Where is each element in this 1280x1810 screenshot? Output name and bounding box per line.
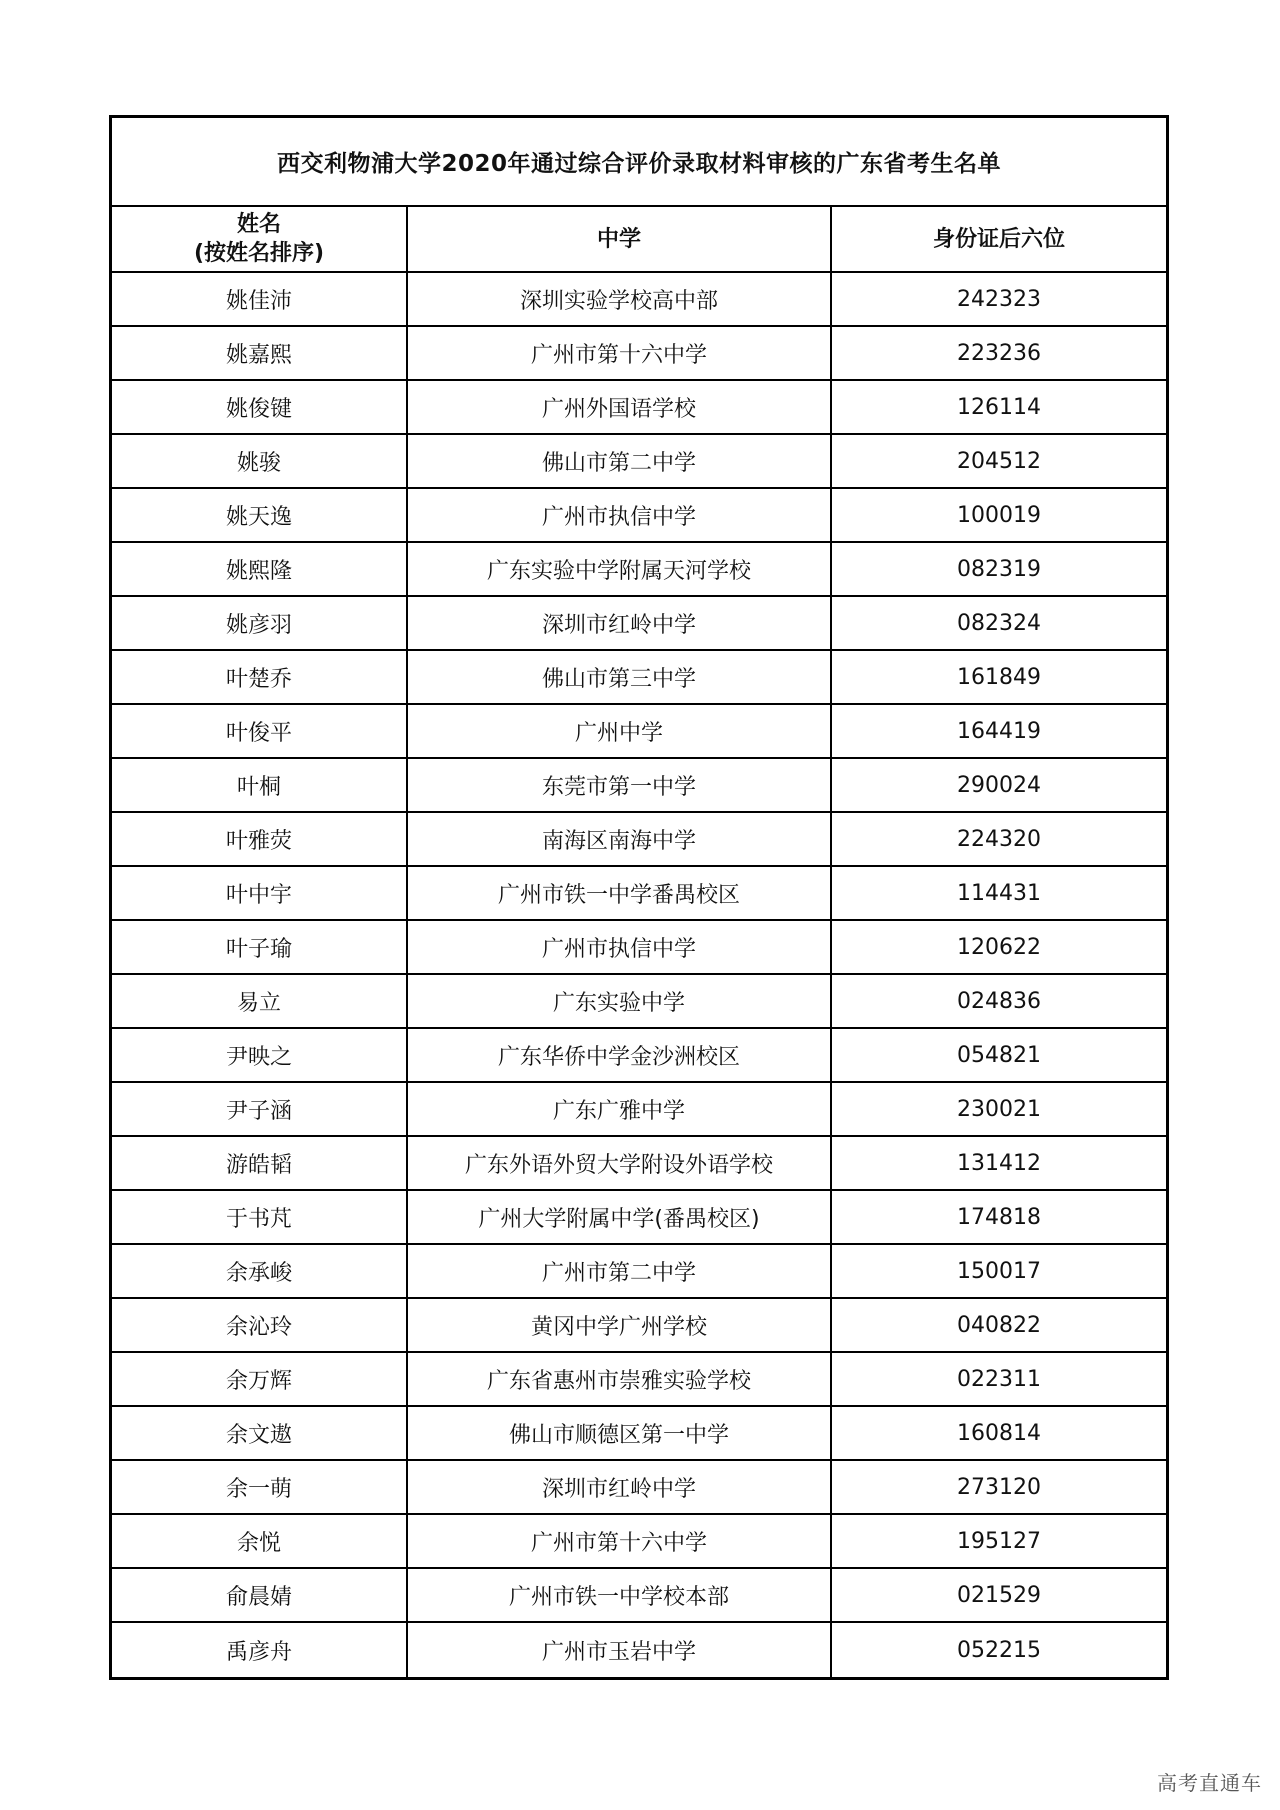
cell-id-last6: 164419 xyxy=(957,718,1041,744)
cell-id-last6: 131412 xyxy=(957,1150,1041,1176)
table-row xyxy=(112,1353,1166,1407)
table-row xyxy=(112,1245,1166,1299)
cell-school: 广东华侨中学金沙洲校区 xyxy=(408,1029,832,1081)
cell-school: 广州市执信中学 xyxy=(408,921,832,973)
cell-school: 广州市铁一中学校本部 xyxy=(408,1569,832,1621)
table-body xyxy=(112,273,1166,1677)
cell-name: 姚佳沛 xyxy=(112,273,408,325)
cell-school: 深圳实验学校高中部 xyxy=(408,273,832,325)
cell-name: 余一萌 xyxy=(112,1461,408,1513)
cell-name: 叶俊平 xyxy=(112,705,408,757)
cell-id-last6: 150017 xyxy=(957,1258,1041,1284)
table-row xyxy=(112,651,1166,705)
cell-school: 广东外语外贸大学附设外语学校 xyxy=(408,1137,832,1189)
cell-name: 叶桐 xyxy=(112,759,408,811)
cell-id-last6: 204512 xyxy=(957,448,1041,474)
table-row xyxy=(112,489,1166,543)
cell-id-last6: 082324 xyxy=(957,610,1041,636)
table-row xyxy=(112,1191,1166,1245)
cell-name: 于书芃 xyxy=(112,1191,408,1243)
cell-id-last6: 195127 xyxy=(957,1528,1041,1554)
header-name-sort-note: (按姓名排序) xyxy=(193,241,325,266)
cell-name: 叶楚乔 xyxy=(112,651,408,703)
cell-school: 佛山市第二中学 xyxy=(408,435,832,487)
cell-id-last6: 223236 xyxy=(957,340,1041,366)
cell-school: 广州市第十六中学 xyxy=(408,327,832,379)
table-row xyxy=(112,1623,1166,1677)
cell-school: 广州市第二中学 xyxy=(408,1245,832,1297)
cell-name: 姚熙隆 xyxy=(112,543,408,595)
cell-name: 尹映之 xyxy=(112,1029,408,1081)
table-row xyxy=(112,273,1166,327)
cell-id-last6: 160814 xyxy=(957,1420,1041,1446)
cell-name: 余承峻 xyxy=(112,1245,408,1297)
cell-id-last6: 040822 xyxy=(957,1312,1041,1338)
cell-name: 姚骏 xyxy=(112,435,408,487)
cell-name: 姚俊键 xyxy=(112,381,408,433)
table-row xyxy=(112,867,1166,921)
cell-school: 南海区南海中学 xyxy=(408,813,832,865)
cell-school: 广东广雅中学 xyxy=(408,1083,832,1135)
cell-name: 叶子瑜 xyxy=(112,921,408,973)
table-row xyxy=(112,759,1166,813)
cell-school: 广东省惠州市崇雅实验学校 xyxy=(408,1353,832,1405)
cell-school: 广州市执信中学 xyxy=(408,489,832,541)
table-row xyxy=(112,1299,1166,1353)
table-row xyxy=(112,1083,1166,1137)
cell-school: 佛山市第三中学 xyxy=(408,651,832,703)
cell-school: 广州外国语学校 xyxy=(408,381,832,433)
cell-name: 俞晨婧 xyxy=(112,1569,408,1621)
table-row xyxy=(112,1029,1166,1083)
cell-school: 广东实验中学附属天河学校 xyxy=(408,543,832,595)
cell-id-last6: 224320 xyxy=(957,826,1041,852)
cell-id-last6: 024836 xyxy=(957,988,1041,1014)
cell-school: 广州中学 xyxy=(408,705,832,757)
cell-school: 广州大学附属中学(番禺校区) xyxy=(408,1191,832,1243)
cell-id-last6: 021529 xyxy=(957,1582,1041,1608)
cell-school: 广州市玉岩中学 xyxy=(408,1623,832,1677)
cell-school: 深圳市红岭中学 xyxy=(408,1461,832,1513)
cell-name: 姚天逸 xyxy=(112,489,408,541)
cell-name: 余万辉 xyxy=(112,1353,408,1405)
cell-name: 叶中宇 xyxy=(112,867,408,919)
table-row xyxy=(112,543,1166,597)
cell-id-last6: 161849 xyxy=(957,664,1041,690)
cell-id-last6: 273120 xyxy=(957,1474,1041,1500)
cell-school: 广州市第十六中学 xyxy=(408,1515,832,1567)
cell-name: 叶雅荧 xyxy=(112,813,408,865)
cell-name: 余悦 xyxy=(112,1515,408,1567)
cell-name: 禹彦舟 xyxy=(112,1623,408,1677)
header-name-label: 姓名 xyxy=(236,212,281,237)
cell-id-last6: 290024 xyxy=(957,772,1041,798)
cell-id-last6: 120622 xyxy=(957,934,1041,960)
table-row xyxy=(112,597,1166,651)
cell-name: 易立 xyxy=(112,975,408,1027)
table-row xyxy=(112,327,1166,381)
cell-name: 姚彦羽 xyxy=(112,597,408,649)
cell-id-last6: 230021 xyxy=(957,1096,1041,1122)
header-school: 中学 xyxy=(408,207,832,271)
table-header-row xyxy=(112,207,1166,273)
cell-school: 东莞市第一中学 xyxy=(408,759,832,811)
cell-id-last6: 022311 xyxy=(957,1366,1041,1392)
cell-name: 姚嘉熙 xyxy=(112,327,408,379)
cell-id-last6: 100019 xyxy=(957,502,1041,528)
header-id-last6: 身份证后六位 xyxy=(932,226,1065,252)
table-row xyxy=(112,381,1166,435)
cell-id-last6: 052215 xyxy=(957,1637,1041,1663)
table-row xyxy=(112,1569,1166,1623)
header-name xyxy=(112,207,408,271)
cell-id-last6: 114431 xyxy=(957,880,1041,906)
table-row xyxy=(112,1461,1166,1515)
table-row xyxy=(112,921,1166,975)
table-row xyxy=(112,813,1166,867)
cell-id-last6: 126114 xyxy=(957,394,1041,420)
cell-school: 广东实验中学 xyxy=(408,975,832,1027)
table-row xyxy=(112,1407,1166,1461)
cell-school: 佛山市顺德区第一中学 xyxy=(408,1407,832,1459)
table-row xyxy=(112,975,1166,1029)
cell-name: 余文遨 xyxy=(112,1407,408,1459)
table-row xyxy=(112,1515,1166,1569)
table-row xyxy=(112,1137,1166,1191)
watermark-text: 高考直通车 xyxy=(1157,1771,1262,1795)
table-row xyxy=(112,435,1166,489)
cell-school: 深圳市红岭中学 xyxy=(408,597,832,649)
document-title: 西交利物浦大学2020年通过综合评价录取材料审核的广东省考生名单 xyxy=(112,118,1166,207)
admission-list-sheet xyxy=(109,115,1169,1680)
table-row xyxy=(112,705,1166,759)
cell-school: 广州市铁一中学番禺校区 xyxy=(408,867,832,919)
cell-name: 尹子涵 xyxy=(112,1083,408,1135)
cell-id-last6: 174818 xyxy=(957,1204,1041,1230)
admission-table xyxy=(112,207,1166,1677)
cell-id-last6: 242323 xyxy=(957,286,1041,312)
cell-id-last6: 054821 xyxy=(957,1042,1041,1068)
cell-id-last6: 082319 xyxy=(957,556,1041,582)
cell-name: 余沁玲 xyxy=(112,1299,408,1351)
cell-name: 游皓韬 xyxy=(112,1137,408,1189)
cell-school: 黄冈中学广州学校 xyxy=(408,1299,832,1351)
